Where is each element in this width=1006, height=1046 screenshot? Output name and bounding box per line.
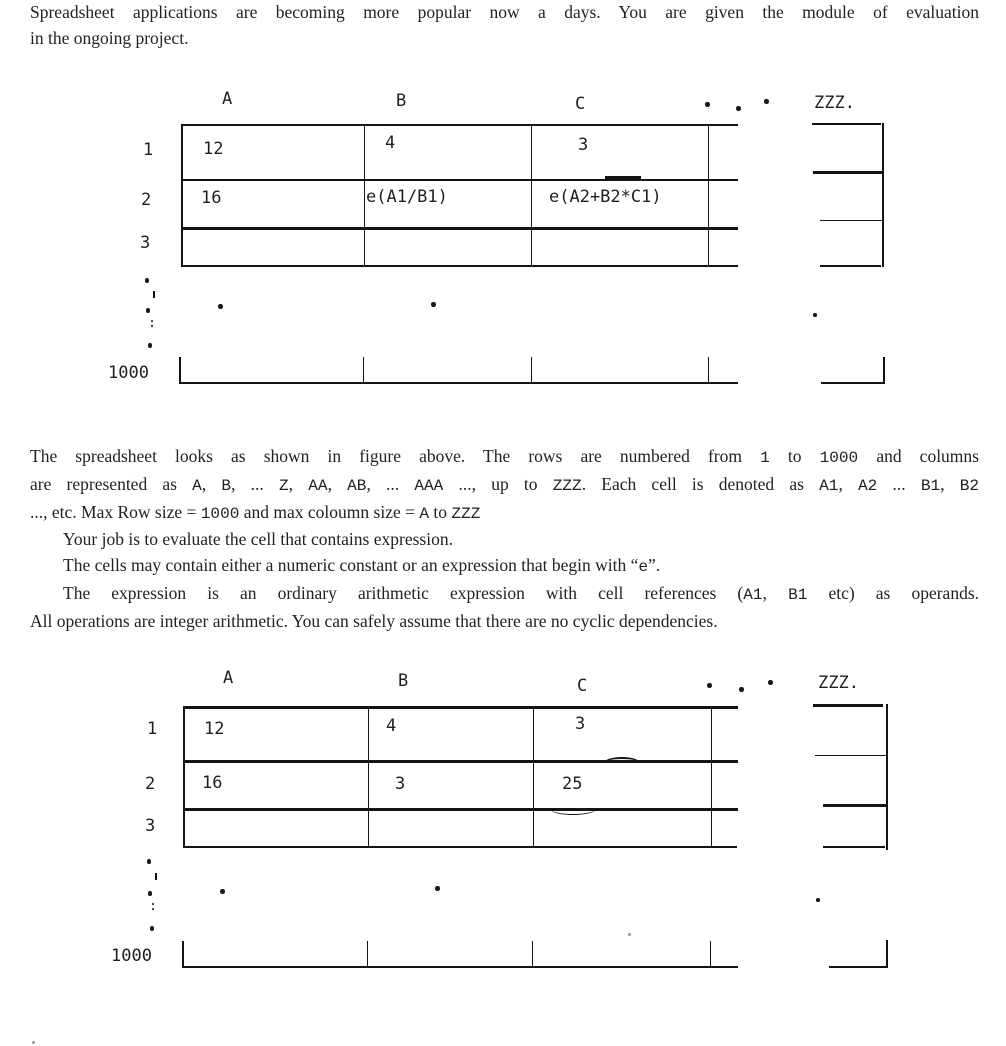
cell-ellipsis-dot-icon [816, 898, 820, 902]
cell-ellipsis-dot-icon [431, 302, 436, 307]
scan-artifact [604, 757, 640, 763]
fig2-zzz-col-line [813, 704, 883, 707]
row-ellipsis-dot-icon [151, 320, 153, 322]
row-ellipsis-dot-icon [148, 891, 152, 896]
fig2-col-divider [368, 706, 369, 848]
text-line: Spreadsheet applications are becoming more popular now a days. You are given the module of evaluation [30, 2, 979, 22]
fig2-zzz-right-border [886, 704, 888, 850]
fig2-zzz-col-line [823, 846, 885, 848]
fig1-col-divider [708, 124, 709, 267]
fig2-cell-a1: 12 [204, 719, 225, 739]
fig1-cell-a1: 12 [203, 139, 224, 159]
header-ellipsis-dot-icon [736, 106, 741, 111]
fig2-zzz-bottom-tick [886, 940, 888, 968]
fig1-row-label-3: 3 [140, 233, 151, 253]
fig1-cell-a2: 16 [201, 188, 222, 208]
row-ellipsis-dot-icon [150, 926, 154, 931]
fig1-row-label-1000: 1000 [108, 363, 149, 383]
text-line: in the ongoing project. [30, 27, 189, 48]
fig2-row-divider [183, 846, 737, 848]
fig2-row-label-1: 1 [147, 719, 158, 739]
header-ellipsis-dot-icon [739, 687, 744, 692]
fig2-bottom-row-tick [182, 941, 184, 968]
fig2-cell-c1: 3 [575, 714, 586, 734]
fig2-cell-b1: 4 [386, 716, 397, 736]
text-line: All operations are integer arithmetic. You can safely assume that there are no cyclic dependencies. [30, 610, 718, 631]
fig1-row-divider [181, 227, 738, 230]
cell-ellipsis-dot-icon [218, 304, 223, 309]
fig1-bottom-row-tick [708, 357, 709, 384]
fig2-row-label-1000: 1000 [111, 946, 152, 966]
scan-speck [32, 1041, 35, 1044]
row-ellipsis-dot-icon [145, 278, 149, 283]
fig1-cell-c1: 3 [578, 135, 589, 155]
row-ellipsis-dot-icon [151, 325, 153, 327]
fig2-col-divider [711, 706, 712, 848]
fig2-row-divider [183, 808, 738, 811]
fig1-bottom-row-tick [179, 357, 181, 384]
fig1-row-label-2: 2 [141, 190, 152, 210]
row-ellipsis-tick-icon [153, 291, 155, 298]
scan-speck [628, 933, 631, 936]
fig2-bottom-row-tick [367, 941, 368, 968]
fig1-zzz-col-line [820, 220, 883, 221]
fig2-zzz-col-line [823, 804, 887, 807]
cell-ellipsis-dot-icon [435, 886, 440, 891]
fig2-cell-c2: 25 [562, 774, 583, 794]
header-ellipsis-dot-icon [768, 680, 773, 685]
text-line: The expression is an ordinary arithmetic expression with cell references (A1, B1 etc) as operands. [63, 582, 980, 604]
scan-artifact [550, 809, 596, 815]
fig1-cell-c2: e(A2+B2*C1) [549, 187, 662, 207]
fig1-col-header-a: A [222, 89, 233, 109]
fig1-col-header-zzz: ZZZ. [814, 93, 855, 113]
fig2-zzz-col-line [815, 755, 887, 756]
fig1-cell-b2: e(A1/B1) [366, 187, 448, 207]
fig2-col-header-a: A [223, 668, 234, 688]
fig2-col-divider [183, 706, 185, 848]
fig2-col-header-zzz: ZZZ. [818, 673, 859, 693]
text-line: The spreadsheet looks as shown in figure above. The rows are numbered from 1 to 1000 and columns [30, 446, 979, 467]
fig1-bottom-row-tick [363, 357, 364, 384]
fig2-col-divider [533, 706, 534, 848]
fig1-row-divider [181, 179, 738, 181]
fig2-row-label-3: 3 [145, 816, 156, 836]
text-line: ..., etc. Max Row size = 1000 and max coloumn size = A to ZZZ [30, 501, 481, 523]
fig1-zzz-col-line [813, 171, 884, 174]
fig1-zzz-col-line [820, 265, 881, 267]
text-line: The cells may contain either a numeric constant or an expression that begin with “e”. [63, 555, 661, 577]
fig2-table-top-line [183, 706, 738, 709]
cell-ellipsis-dot-icon [220, 889, 225, 894]
intro-paragraph [30, 0, 979, 52]
fig2-col-header-c: C [577, 676, 588, 696]
row-ellipsis-dot-icon [152, 908, 154, 910]
text-line: are represented as A, B, ... Z, AA, AB, ... AAA ..., up to ZZZ. Each cell is denoted as A1, A2 ... B1, B2 [30, 473, 980, 495]
fig2-cell-b2: 3 [395, 774, 406, 794]
fig1-row-label-1: 1 [143, 140, 154, 160]
fig1-col-divider [181, 124, 183, 267]
fig1-col-divider [364, 124, 365, 267]
scan-artifact [605, 176, 641, 179]
row-ellipsis-dot-icon [147, 859, 151, 864]
fig2-cell-a2: 16 [202, 773, 223, 793]
header-ellipsis-dot-icon [707, 683, 712, 688]
fig2-bottom-row-line [182, 966, 738, 968]
row-ellipsis-dot-icon [146, 308, 150, 313]
fig1-col-divider [531, 124, 532, 267]
row-ellipsis-dot-icon [148, 343, 152, 348]
row-ellipsis-tick-icon [155, 873, 157, 880]
fig2-bottom-row-tick [710, 941, 711, 968]
fig1-zzz-bottom-tick [883, 357, 885, 384]
row-ellipsis-dot-icon [152, 903, 154, 905]
fig1-col-header-b: B [396, 91, 407, 111]
header-ellipsis-dot-icon [705, 102, 710, 107]
fig1-zzz-col-line [812, 123, 881, 125]
fig1-bottom-row-tick [531, 357, 532, 384]
fig1-zzz-bottom-line [821, 382, 885, 384]
fig1-table-top-line [181, 124, 738, 126]
fig2-row-label-2: 2 [145, 774, 156, 794]
header-ellipsis-dot-icon [764, 99, 769, 104]
fig1-bottom-row-line [179, 382, 738, 384]
fig2-row-divider [183, 760, 738, 763]
fig1-zzz-right-border [882, 123, 884, 267]
text-line: Your job is to evaluate the cell that contains expression. [63, 529, 453, 550]
fig1-cell-b1: 4 [385, 133, 396, 153]
fig1-row-divider [181, 265, 738, 267]
fig2-col-header-b: B [398, 671, 409, 691]
fig2-bottom-row-tick [532, 941, 533, 968]
fig2-zzz-bottom-line [829, 966, 888, 968]
fig1-col-header-c: C [575, 94, 586, 114]
cell-ellipsis-dot-icon [813, 313, 817, 317]
body-paragraphs [30, 444, 979, 635]
